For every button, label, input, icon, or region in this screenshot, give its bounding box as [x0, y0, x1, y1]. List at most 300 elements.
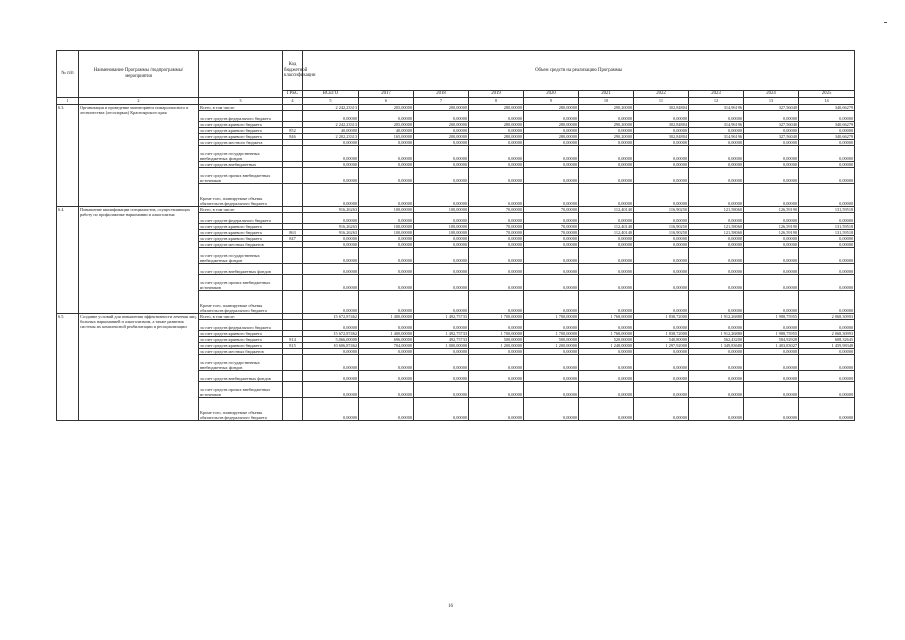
year-amount: 0,00000 — [524, 370, 579, 381]
funding-source: за счет средств прочих внебюджетных источников — [199, 381, 283, 397]
year-amount: 131,59518 — [799, 206, 855, 212]
total-amount: 0,00000 — [303, 212, 359, 223]
year-amount: 0,00000 — [744, 354, 799, 370]
year-amount: 0,00000 — [359, 370, 414, 381]
funding-source: за счет средств внебюджетных — [199, 161, 283, 167]
year-amount: 0,00000 — [414, 235, 469, 241]
year-amount: 126,59190 — [744, 206, 799, 212]
grbs-code — [283, 167, 303, 183]
item-number: 6.4. — [57, 206, 79, 313]
year-amount: 0,00000 — [799, 274, 855, 290]
year-amount: 0,00000 — [799, 110, 855, 121]
year-amount: 0,00000 — [414, 348, 469, 354]
table-row — [57, 206, 855, 212]
funding-source: за счет средств прочих внебюджетных источников — [199, 167, 283, 183]
funding-source: за счет средств краевого бюджета — [199, 127, 283, 133]
total-amount: 0,00000 — [303, 354, 359, 370]
year-amount: 0,00000 — [689, 274, 744, 290]
year-amount: 704,00000 — [359, 342, 414, 348]
column-index: 12 — [689, 97, 744, 104]
year-amount: 0,00000 — [524, 183, 579, 206]
year-amount: 0,00000 — [634, 167, 689, 183]
header-year: 2025 — [799, 91, 855, 98]
year-amount: 0,00000 — [744, 370, 799, 381]
year-amount: 0,00000 — [414, 127, 469, 133]
year-amount: 608,32645 — [799, 336, 855, 342]
funding-source: Всего, в том числе: — [199, 313, 283, 319]
year-amount: 1 000,00000 — [414, 342, 469, 348]
funding-source: за счет средств краевого бюджета — [199, 336, 283, 342]
year-amount: 0,00000 — [414, 247, 469, 263]
year-amount: 0,00000 — [579, 290, 634, 313]
grbs-code — [283, 370, 303, 381]
year-amount: 0,00000 — [524, 241, 579, 247]
year-amount: 0,00000 — [634, 139, 689, 145]
grbs-code: 846 — [283, 133, 303, 139]
grbs-code — [283, 381, 303, 397]
year-amount: 112,40140 — [579, 206, 634, 212]
total-amount: 15 672,87462 — [303, 330, 359, 336]
year-amount: 0,00000 — [359, 319, 414, 330]
year-amount: 520,00000 — [579, 336, 634, 342]
year-amount: 0,00000 — [744, 319, 799, 330]
year-amount: 0,00000 — [799, 145, 855, 161]
year-amount: 1 492,75733 — [414, 330, 469, 336]
header-year: 2023 — [689, 91, 744, 98]
year-amount: 1 200,00000 — [524, 342, 579, 348]
grbs-code — [283, 354, 303, 370]
header-year: 2017 — [359, 91, 414, 98]
funding-source: Всего, в том числе: — [199, 104, 283, 110]
year-amount: 0,00000 — [799, 212, 855, 223]
year-amount: 0,00000 — [799, 397, 855, 420]
year-amount: 0,00000 — [799, 167, 855, 183]
year-amount: 0,00000 — [524, 145, 579, 161]
year-amount: 0,00000 — [634, 319, 689, 330]
year-amount: 0,00000 — [359, 161, 414, 167]
year-amount: 0,00000 — [634, 247, 689, 263]
year-amount: 314,96196 — [689, 121, 744, 127]
year-amount: 0,00000 — [524, 235, 579, 241]
header-kbk: Код бюджетной классификации — [283, 51, 303, 91]
column-index: 6 — [359, 97, 414, 104]
year-amount: 0,00000 — [689, 183, 744, 206]
funding-source: за счет средств федерального бюджета — [199, 110, 283, 121]
year-amount: 327,56040 — [744, 133, 799, 139]
funding-source: Всего, в том числе: — [199, 206, 283, 212]
year-amount: 0,00000 — [359, 235, 414, 241]
year-amount: 1 400,00000 — [359, 330, 414, 336]
total-amount: 0,00000 — [303, 139, 359, 145]
year-amount: 314,96196 — [689, 104, 744, 110]
total-amount: 0,00000 — [303, 370, 359, 381]
year-amount: 0,00000 — [359, 290, 414, 313]
year-amount: 0,00000 — [634, 241, 689, 247]
year-amount: 0,00000 — [524, 212, 579, 223]
year-amount: 0,00000 — [524, 354, 579, 370]
year-amount: 0,00000 — [634, 145, 689, 161]
column-index: 8 — [469, 97, 524, 104]
total-amount: 0,00000 — [303, 235, 359, 241]
year-amount: 1 838,72000 — [634, 313, 689, 319]
year-amount: 0,00000 — [799, 235, 855, 241]
year-amount: 0,00000 — [414, 381, 469, 397]
grbs-code: 863 — [283, 229, 303, 235]
year-amount: 0,00000 — [689, 247, 744, 263]
grbs-code — [283, 397, 303, 420]
year-amount: 290,20000 — [579, 121, 634, 127]
funding-source: за счет средств краевого бюджета — [199, 342, 283, 348]
year-amount: 0,00000 — [579, 212, 634, 223]
grbs-code — [283, 247, 303, 263]
grbs-code: 847 — [283, 235, 303, 241]
year-amount: 0,00000 — [689, 348, 744, 354]
year-amount: 0,00000 — [524, 319, 579, 330]
total-amount: 0,00000 — [303, 183, 359, 206]
year-amount: 0,00000 — [744, 381, 799, 397]
year-amount: 0,00000 — [744, 247, 799, 263]
item-number: 6.5. — [57, 313, 79, 420]
year-amount: 0,00000 — [524, 110, 579, 121]
year-amount: 0,00000 — [744, 290, 799, 313]
year-amount: 200,00000 — [414, 133, 469, 139]
year-amount: 0,00000 — [524, 263, 579, 274]
column-index: 1 — [57, 97, 79, 104]
total-amount: 2 202,23313 — [303, 133, 359, 139]
funding-source: за счет средств федерального бюджета — [199, 212, 283, 223]
column-index: 14 — [799, 97, 855, 104]
year-amount: 0,00000 — [579, 263, 634, 274]
year-amount: 0,00000 — [799, 263, 855, 274]
year-amount: 0,00000 — [414, 263, 469, 274]
year-amount: 70,00000 — [524, 206, 579, 212]
year-amount: 0,00000 — [414, 212, 469, 223]
page-number: 16 — [448, 604, 453, 609]
year-amount: 0,00000 — [689, 354, 744, 370]
year-amount: 0,00000 — [634, 381, 689, 397]
year-amount: 0,00000 — [359, 247, 414, 263]
year-amount: 0,00000 — [744, 145, 799, 161]
year-amount: 314,96196 — [689, 133, 744, 139]
header-total: ВСЕГО — [303, 91, 359, 98]
year-amount: 1 492,75733 — [414, 313, 469, 319]
year-amount: 70,00000 — [524, 223, 579, 229]
year-amount: 280,00000 — [469, 104, 524, 110]
total-amount: 0,00000 — [303, 290, 359, 313]
year-amount: 0,00000 — [469, 167, 524, 183]
grbs-code: 814 — [283, 336, 303, 342]
year-amount: 0,00000 — [744, 348, 799, 354]
year-amount: 1 768,00000 — [579, 330, 634, 336]
year-amount: 1 838,72000 — [634, 330, 689, 336]
item-name: Создание условий для повышения эффективности лечения лиц, больных наркоманией и алкоголизмом, а также развития системы их комплексной реабилитации и ресоциализации — [79, 313, 199, 420]
header-year: 2020 — [524, 91, 579, 98]
year-amount: 0,00000 — [579, 274, 634, 290]
year-amount: 0,00000 — [469, 370, 524, 381]
year-amount: 280,00000 — [524, 104, 579, 110]
year-amount: 0,00000 — [469, 161, 524, 167]
column-index-row — [57, 97, 855, 104]
grbs-code — [283, 183, 303, 206]
year-amount: 0,00000 — [744, 397, 799, 420]
header-name: Наименование Программы /подпрограммы/ мероприятия — [79, 51, 199, 98]
year-amount: 0,00000 — [359, 263, 414, 274]
year-amount: 1 200,00000 — [469, 342, 524, 348]
year-amount: 0,00000 — [689, 212, 744, 223]
year-amount: 0,00000 — [744, 212, 799, 223]
year-amount: 540,80000 — [634, 336, 689, 342]
funding-source: за счет средств местных бюджетов — [199, 241, 283, 247]
year-amount: 0,00000 — [689, 263, 744, 274]
year-amount: 0,00000 — [359, 212, 414, 223]
year-amount: 0,00000 — [469, 263, 524, 274]
year-amount: 0,00000 — [579, 235, 634, 241]
year-amount: 0,00000 — [634, 110, 689, 121]
year-amount: 0,00000 — [634, 397, 689, 420]
column-index: 5 — [303, 97, 359, 104]
year-amount: 1 403,83027 — [744, 342, 799, 348]
year-amount: 0,00000 — [414, 397, 469, 420]
year-amount: 562,43200 — [689, 336, 744, 342]
total-amount: 0,00000 — [303, 145, 359, 161]
year-amount: 0,00000 — [524, 397, 579, 420]
year-amount: 340,66279 — [799, 104, 855, 110]
year-amount: 0,00000 — [414, 139, 469, 145]
year-amount: 0,00000 — [689, 145, 744, 161]
total-amount: 2 242,23313 — [303, 104, 359, 110]
funding-source: за счет средств краевого бюджета — [199, 229, 283, 235]
table-row — [57, 104, 855, 110]
budget-table — [56, 50, 855, 421]
year-amount: 1 768,00000 — [579, 313, 634, 319]
total-amount: 0,00000 — [303, 319, 359, 330]
total-amount: 40,00000 — [303, 127, 359, 133]
year-amount: 0,00000 — [359, 274, 414, 290]
year-amount: 492,75733 — [414, 336, 469, 342]
year-amount: 1 700,00000 — [524, 313, 579, 319]
funding-source: за счет средств местных бюджетов — [199, 348, 283, 354]
year-amount: 290,20000 — [579, 133, 634, 139]
header-empty — [199, 51, 283, 98]
year-amount: 302,84804 — [634, 104, 689, 110]
year-amount: 0,00000 — [469, 290, 524, 313]
year-amount: 0,00000 — [524, 348, 579, 354]
year-amount: 0,00000 — [744, 235, 799, 241]
year-amount: 0,00000 — [414, 354, 469, 370]
year-amount: 1 297,92000 — [634, 342, 689, 348]
year-amount: 0,00000 — [469, 319, 524, 330]
grbs-code — [283, 212, 303, 223]
table-row — [57, 313, 855, 319]
total-amount: 916,26263 — [303, 229, 359, 235]
column-index: 4 — [283, 97, 303, 104]
year-amount: 100,00000 — [359, 206, 414, 212]
year-amount: 121,58060 — [689, 206, 744, 212]
year-amount: 0,00000 — [414, 145, 469, 161]
year-amount: 0,00000 — [579, 161, 634, 167]
year-amount: 0,00000 — [469, 139, 524, 145]
year-amount: 280,00000 — [524, 133, 579, 139]
year-amount: 0,00000 — [689, 397, 744, 420]
year-amount: 0,00000 — [689, 241, 744, 247]
year-amount: 280,00000 — [469, 133, 524, 139]
year-amount: 0,00000 — [469, 145, 524, 161]
column-index: 10 — [579, 97, 634, 104]
year-amount: 0,00000 — [469, 397, 524, 420]
year-amount: 40,00000 — [359, 127, 414, 133]
total-amount: 0,00000 — [303, 274, 359, 290]
grbs-code — [283, 263, 303, 274]
year-amount: 0,00000 — [744, 167, 799, 183]
year-amount: 0,00000 — [744, 274, 799, 290]
year-amount: 0,00000 — [414, 110, 469, 121]
column-index: 2 — [79, 97, 199, 104]
funding-source: за счет средств краевого бюджета — [199, 235, 283, 241]
total-amount: 0,00000 — [303, 110, 359, 121]
funding-source: Кроме того, планируемые объемы обязательств федерального бюджета — [199, 183, 283, 206]
year-amount: 0,00000 — [799, 290, 855, 313]
year-amount: 0,00000 — [469, 381, 524, 397]
year-amount: 100,00000 — [414, 223, 469, 229]
year-amount: 0,00000 — [744, 263, 799, 274]
year-amount: 0,00000 — [579, 145, 634, 161]
funding-source: за счет средств краевого бюджета — [199, 133, 283, 139]
year-amount: 0,00000 — [689, 319, 744, 330]
year-amount: 0,00000 — [689, 161, 744, 167]
year-amount: 0,00000 — [744, 161, 799, 167]
year-amount: 0,00000 — [689, 127, 744, 133]
grbs-code — [283, 274, 303, 290]
year-amount: 0,00000 — [579, 247, 634, 263]
year-amount: 0,00000 — [469, 127, 524, 133]
funding-source: за счет средств прочих внебюджетных источников — [199, 274, 283, 290]
year-amount: 0,00000 — [799, 247, 855, 263]
column-index: 3 — [199, 97, 283, 104]
year-amount: 126,59190 — [744, 229, 799, 235]
year-amount: 0,00000 — [579, 139, 634, 145]
total-amount: 5,066,00000 — [303, 336, 359, 342]
total-amount: 916,26263 — [303, 206, 359, 212]
year-amount: 0,00000 — [689, 139, 744, 145]
funding-source: за счет средств внебюджетных фондов — [199, 263, 283, 274]
year-amount: 0,00000 — [579, 370, 634, 381]
year-amount: 0,00000 — [799, 241, 855, 247]
year-amount: 0,00000 — [414, 370, 469, 381]
year-amount: 0,00000 — [634, 370, 689, 381]
year-amount: 2 068,30993 — [799, 313, 855, 319]
funding-source: за счет средств краевого бюджета — [199, 330, 283, 336]
table-body — [57, 104, 855, 420]
funding-source: за счет средств федерального бюджета — [199, 319, 283, 330]
year-amount: 0,00000 — [689, 110, 744, 121]
year-amount: 1 988,75955 — [744, 330, 799, 336]
item-name: Организация и проведение мониторинга пожароопасного в лесничествах (лесопарках) Красноярского края — [79, 104, 199, 206]
funding-source: за счет средств государственных внебюджетных фондов — [199, 145, 283, 161]
year-amount: 70,00000 — [469, 206, 524, 212]
year-amount: 121,58060 — [689, 229, 744, 235]
funding-source: Кроме того, планируемые объемы обязательств федерального бюджета — [199, 397, 283, 420]
year-amount: 0,00000 — [414, 241, 469, 247]
year-amount: 1 700,00000 — [469, 313, 524, 319]
year-amount: 0,00000 — [744, 127, 799, 133]
year-amount: 0,00000 — [799, 348, 855, 354]
grbs-code: 815 — [283, 342, 303, 348]
year-amount: 0,00000 — [524, 290, 579, 313]
year-amount: 0,00000 — [799, 370, 855, 381]
year-amount: 0,00000 — [579, 354, 634, 370]
header-year: 2022 — [634, 91, 689, 98]
year-amount: 0,00000 — [689, 370, 744, 381]
year-amount: 116,90250 — [634, 206, 689, 212]
total-amount: 916,26263 — [303, 223, 359, 229]
total-amount: 2 242,23313 — [303, 121, 359, 127]
header-year: 2021 — [579, 91, 634, 98]
total-amount: 0,00000 — [303, 397, 359, 420]
total-amount: 10 606,87462 — [303, 342, 359, 348]
grbs-code — [283, 145, 303, 161]
year-amount: 70,00000 — [524, 229, 579, 235]
column-index: 13 — [744, 97, 799, 104]
year-amount: 0,00000 — [469, 212, 524, 223]
year-amount: 0,00000 — [469, 183, 524, 206]
year-amount: 0,00000 — [359, 145, 414, 161]
year-amount: 0,00000 — [799, 354, 855, 370]
year-amount: 0,00000 — [469, 274, 524, 290]
year-amount: 1 400,00000 — [359, 313, 414, 319]
year-amount: 200,00000 — [414, 121, 469, 127]
year-amount: 0,00000 — [359, 354, 414, 370]
year-amount: 0,00000 — [359, 397, 414, 420]
total-amount: 0,00000 — [303, 241, 359, 247]
year-amount: 100,00000 — [359, 223, 414, 229]
year-amount: 0,00000 — [579, 381, 634, 397]
year-amount: 0,00000 — [579, 241, 634, 247]
funding-source: за счет средств краевого бюджета — [199, 223, 283, 229]
header-volume: Объем средств на реализацию Программы — [303, 51, 855, 91]
total-amount: 0,00000 — [303, 161, 359, 167]
year-amount: 100,00000 — [414, 206, 469, 212]
year-amount: 0,00000 — [689, 167, 744, 183]
year-amount: 280,00000 — [524, 121, 579, 127]
year-amount: 70,00000 — [469, 223, 524, 229]
header-num: № п/п — [57, 51, 79, 98]
year-amount: 0,00000 — [359, 110, 414, 121]
item-name: Повышение квалификации специалистов, осуществляющих работу по профилактике наркомании и алкоголизма — [79, 206, 199, 313]
item-number: 6.3. — [57, 104, 79, 206]
year-amount: 0,00000 — [524, 247, 579, 263]
funding-source: за счет средств государственных внебюджетных фондов — [199, 247, 283, 263]
year-amount: 327,56040 — [744, 104, 799, 110]
year-amount: 0,00000 — [524, 161, 579, 167]
year-amount: 0,00000 — [689, 235, 744, 241]
year-amount: 0,00000 — [799, 319, 855, 330]
year-amount: 0,00000 — [744, 110, 799, 121]
total-amount: 15 672,87462 — [303, 313, 359, 319]
scan-mark — [884, 22, 887, 23]
year-amount: 340,66279 — [799, 133, 855, 139]
total-amount: 0,00000 — [303, 348, 359, 354]
year-amount: 0,00000 — [634, 354, 689, 370]
year-amount: 0,00000 — [359, 167, 414, 183]
column-index: 7 — [414, 97, 469, 104]
funding-source: Кроме того, планируемые объемы обязательств федерального бюджета — [199, 290, 283, 313]
year-amount: 0,00000 — [469, 235, 524, 241]
header-year: 2018 — [414, 91, 469, 98]
header-year: 2024 — [744, 91, 799, 98]
column-index: 11 — [634, 97, 689, 104]
year-amount: 0,00000 — [414, 319, 469, 330]
year-amount: 1 700,00000 — [469, 330, 524, 336]
